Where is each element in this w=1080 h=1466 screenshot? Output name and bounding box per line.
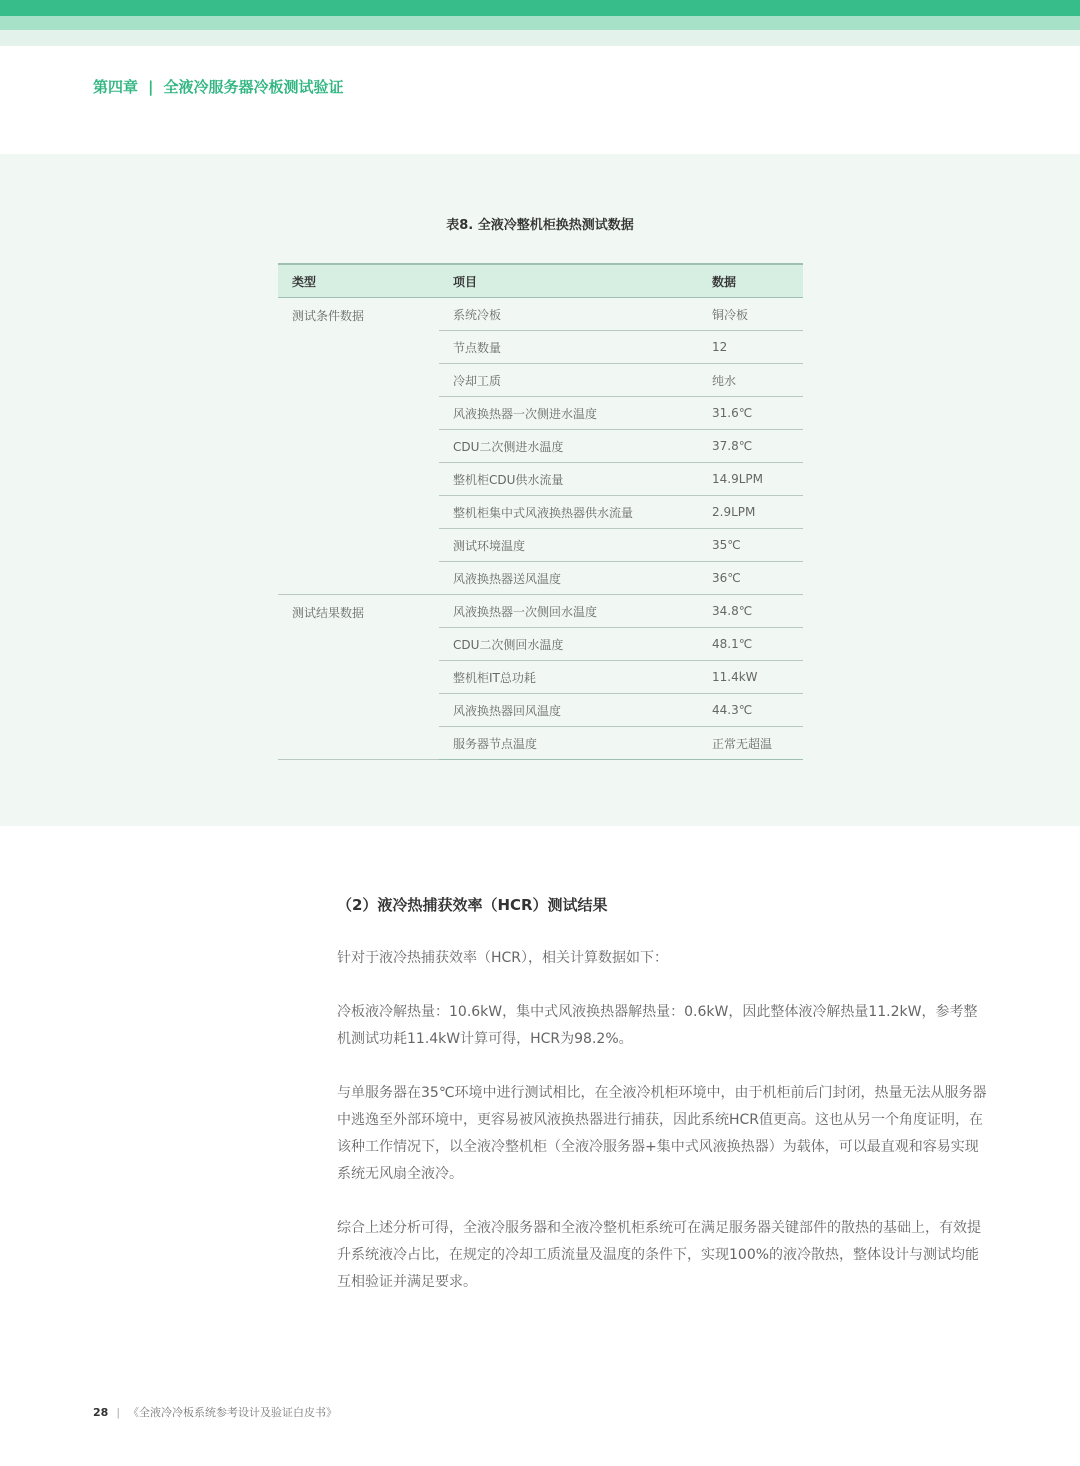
item-cell: 测试环境温度 — [439, 529, 698, 562]
chapter-header — [93, 76, 344, 100]
item-cell: CDU二次侧进水温度 — [439, 430, 698, 463]
chapter-separator: | — [148, 78, 154, 96]
category-cell: 测试结果数据 — [278, 595, 439, 760]
item-cell: 风液换热器一次侧回水温度 — [439, 595, 698, 628]
table-header-row — [278, 264, 803, 298]
page-number: 28 — [93, 1406, 109, 1419]
value-cell: 31.6℃ — [698, 397, 803, 430]
item-cell: 系统冷板 — [439, 298, 698, 331]
value-cell: 11.4kW — [698, 661, 803, 694]
section-heading: （2）液冷热捕获效率（HCR）测试结果 — [337, 896, 608, 914]
value-cell: 正常无超温 — [698, 727, 803, 760]
header-data: 数据 — [698, 264, 803, 298]
item-cell: 整机柜CDU供水流量 — [439, 463, 698, 496]
table-row — [278, 298, 803, 331]
item-cell: 风液换热器送风温度 — [439, 562, 698, 595]
value-cell: 14.9LPM — [698, 463, 803, 496]
chapter-number: 第四章 — [93, 78, 139, 96]
body-paragraph: 综合上述分析可得，全液冷服务器和全液冷整机柜系统可在满足服务器关键部件的散热的基础上，有效提升系统液冷占比，在规定的冷却工质流量及温度的条件下，实现100%的液冷散热，整体设计与测试均能互相验证并满足要求。 — [337, 1220, 981, 1290]
value-cell: 34.8℃ — [698, 595, 803, 628]
footer-separator: | — [116, 1406, 121, 1419]
item-cell: 风液换热器回风温度 — [439, 694, 698, 727]
value-cell: 37.8℃ — [698, 430, 803, 463]
top-accent-bar-light — [0, 16, 1080, 30]
category-cell: 测试条件数据 — [278, 298, 439, 595]
body-paragraph: 针对于液冷热捕获效率（HCR），相关计算数据如下： — [337, 950, 669, 966]
value-cell: 12 — [698, 331, 803, 364]
item-cell: 节点数量 — [439, 331, 698, 364]
table-row — [278, 595, 803, 628]
body-content — [337, 890, 987, 1323]
value-cell: 36℃ — [698, 562, 803, 595]
item-cell: 整机柜IT总功耗 — [439, 661, 698, 694]
table-caption: 表8. 全液冷整机柜换热测试数据 — [446, 218, 634, 233]
item-cell: CDU二次侧回水温度 — [439, 628, 698, 661]
book-title: 《全液冷冷板系统参考设计及验证白皮书》 — [128, 1406, 338, 1419]
header-item: 项目 — [439, 264, 698, 298]
item-cell: 风液换热器一次侧进水温度 — [439, 397, 698, 430]
top-accent-bar-pale — [0, 30, 1080, 46]
body-paragraph: 与单服务器在35℃环境中进行测试相比，在全液冷机柜环境中，由于机柜前后门封闭，热量无法从服务器中逃逸至外部环境中，更容易被风液换热器进行捕获，因此系统HCR值更高。这也从另一个角度证明，在该种工作情况下，以全液冷整机柜（全液冷服务器+集中式风液换热器）为载体，可以最直观和容易实现系统无风扇全液冷。 — [337, 1085, 987, 1182]
value-cell: 铜冷板 — [698, 298, 803, 331]
item-cell: 整机柜集中式风液换热器供水流量 — [439, 496, 698, 529]
value-cell: 44.3℃ — [698, 694, 803, 727]
top-accent-bar — [0, 0, 1080, 16]
value-cell: 纯水 — [698, 364, 803, 397]
value-cell: 35℃ — [698, 529, 803, 562]
body-paragraph: 冷板液冷解热量：10.6kW，集中式风液换热器解热量：0.6kW，因此整体液冷解热量11.2kW，参考整机测试功耗11.4kW计算可得，HCR为98.2%。 — [337, 1004, 978, 1047]
value-cell: 2.9LPM — [698, 496, 803, 529]
test-data-table — [278, 263, 803, 760]
chapter-title: 全液冷服务器冷板测试验证 — [163, 78, 344, 96]
item-cell: 冷却工质 — [439, 364, 698, 397]
value-cell: 48.1℃ — [698, 628, 803, 661]
header-type: 类型 — [278, 264, 439, 298]
item-cell: 服务器节点温度 — [439, 727, 698, 760]
page-footer — [93, 1404, 337, 1420]
